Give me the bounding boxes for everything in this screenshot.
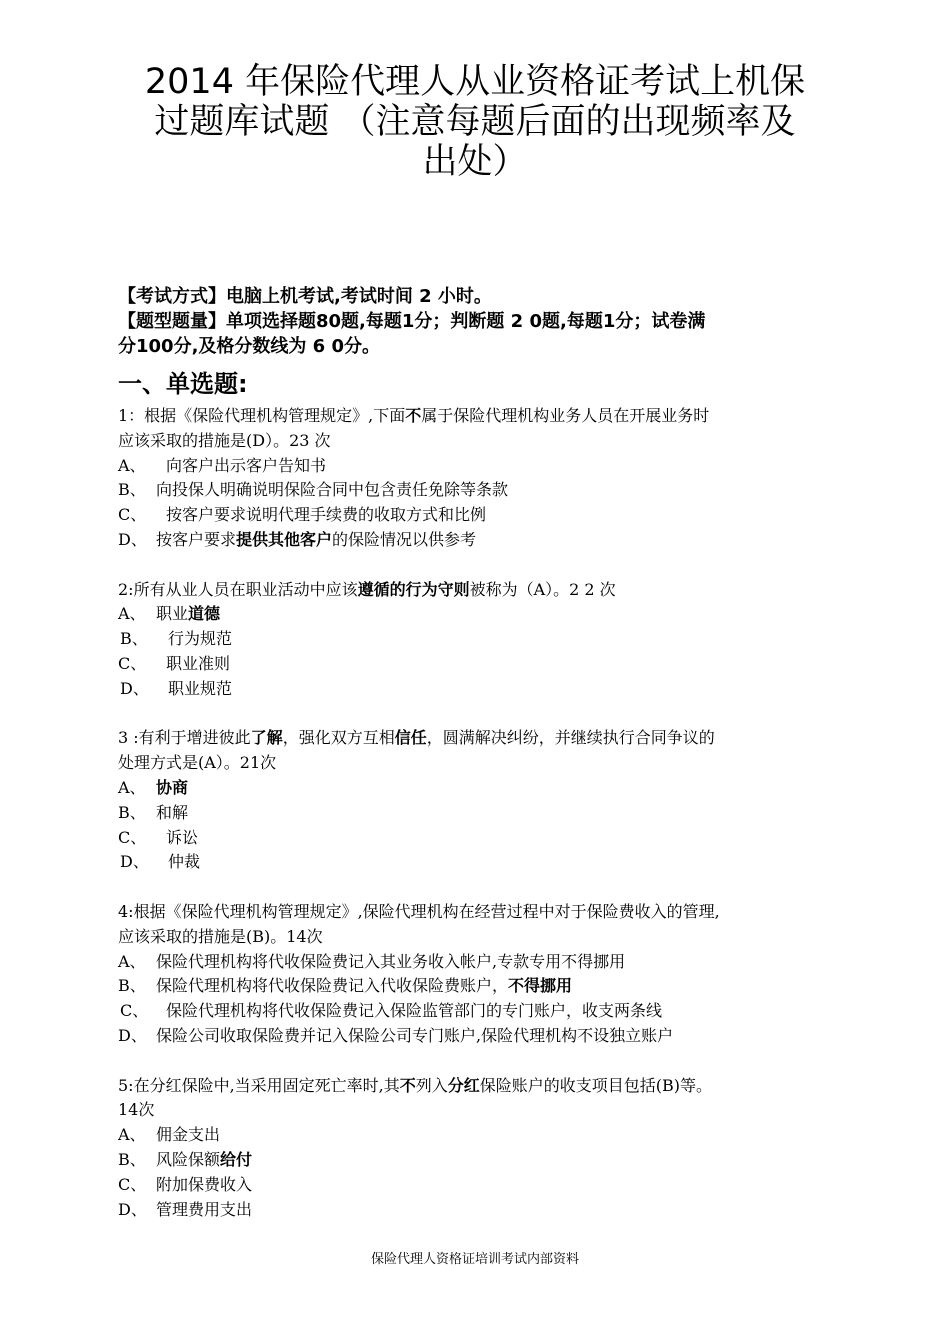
option-label: C、 [118, 653, 147, 673]
option-text: 附加保费收入 [156, 1174, 253, 1194]
option-b [118, 801, 848, 826]
question-stem: 应该采取的措施是(B)。14次 [118, 926, 323, 946]
stem-emphasis: 了解 [250, 728, 283, 748]
option-text: 按客户要求 [156, 529, 237, 549]
option-a [118, 602, 848, 627]
question-2 [118, 578, 848, 702]
title-line: 出处） [422, 142, 528, 182]
exam-format: 【题型题量】单项选择题80题,每题1分；判断题 2 0题,每题1分；试卷满 [118, 311, 706, 332]
question-5 [118, 1074, 848, 1223]
option-c [118, 1173, 848, 1198]
option-label: B、 [118, 976, 146, 996]
option-text: 保险代理机构将代收保险费记入保险监管部门的专门账户，收支两条线 [166, 1001, 663, 1021]
stem-emphasis: 不 [399, 1075, 416, 1095]
option-label: A、 [118, 951, 146, 971]
stem-emphasis: 信任 [394, 728, 427, 748]
option-text: 职业 [156, 604, 189, 624]
option-text: 向客户出示客户告知书 [166, 455, 327, 475]
stem-text: 5:在分红保险中,当采用固定死亡率时,其 [118, 1075, 400, 1095]
option-emphasis: 道德 [188, 604, 221, 624]
option-label: C、 [118, 505, 147, 525]
option-label: B、 [118, 802, 146, 822]
option-b [118, 478, 848, 503]
question-stem [118, 726, 848, 751]
option-label: D、 [120, 678, 149, 698]
question-stem [118, 404, 848, 429]
option-emphasis: 提供其他客户 [236, 529, 333, 549]
stem-text: 2:所有从业人员在职业活动中应该 [118, 579, 358, 599]
option-text: 诉讼 [166, 827, 199, 847]
option-label: A、 [118, 777, 146, 797]
option-label: D、 [120, 852, 149, 872]
stem-emphasis: 遵循的行为守则 [357, 579, 470, 599]
exam-info [118, 284, 838, 359]
option-d [118, 528, 848, 553]
stem-text: 3 :有利于增进彼此 [118, 728, 251, 748]
option-text: 保险公司收取保险费并记入保险公司专门账户,保险代理机构不设独立账户 [156, 1025, 674, 1045]
option-text: 向投保人明确说明保险合同中包含责任免除等条款 [156, 480, 509, 500]
option-label: C、 [118, 827, 147, 847]
option-c [118, 999, 848, 1024]
option-label: B、 [118, 1149, 146, 1169]
option-text: 按客户要求说明代理手续费的收取方式和比例 [166, 505, 487, 525]
option-label: C、 [120, 1001, 149, 1021]
question-stem: 14次 [118, 1100, 155, 1120]
option-text: 行为规范 [168, 629, 233, 649]
stem-text: 保险账户的收支项目包括(B)等。 [479, 1075, 713, 1095]
option-emphasis: 给付 [220, 1149, 253, 1169]
option-d [118, 677, 848, 702]
option-a [118, 776, 848, 801]
option-text: 风险保额 [156, 1149, 221, 1169]
option-c [118, 503, 848, 528]
document-title [105, 62, 845, 182]
stem-text: 1：根据《保险代理机构管理规定》,下面 [118, 406, 406, 425]
option-emphasis: 协商 [156, 777, 189, 797]
title-line: 2014 年保险代理人从业资格证考试上机保 [144, 62, 806, 102]
option-b [118, 1148, 848, 1173]
exam-format-cont: 分100分,及格分数线为 6 0分。 [118, 336, 380, 357]
stem-text: 属于保险代理机构业务人员在开展业务时 [421, 406, 710, 425]
option-b [118, 627, 848, 652]
option-text: 佣金支出 [156, 1125, 221, 1145]
question-stem [118, 578, 848, 603]
option-label: A、 [118, 455, 146, 475]
option-label: B、 [120, 629, 148, 649]
section-heading: 一、单选题: [118, 370, 248, 398]
question-stem [118, 1074, 848, 1099]
option-a [118, 1123, 848, 1148]
question-stem: 处理方式是(A）。21次 [118, 753, 277, 773]
stem-text: 被称为（A）。2 2 次 [469, 579, 616, 599]
question-stem: 应该采取的措施是(D）。23 次 [118, 430, 331, 450]
option-d [118, 850, 848, 875]
question-3 [118, 726, 848, 875]
stem-text: ，圆满解决纠纷，并继续执行合同争议的 [426, 728, 715, 748]
option-label: A、 [118, 604, 146, 624]
question-4 [118, 900, 848, 1049]
option-label: C、 [118, 1174, 147, 1194]
stem-emphasis: 不 [405, 406, 422, 425]
option-text: 和解 [156, 802, 189, 822]
option-a [118, 950, 848, 975]
option-text: 保险代理机构将代收保险费记入代收保险费账户， [156, 976, 509, 996]
stem-text: 列入 [415, 1075, 448, 1095]
exam-method: 【考试方式】电脑上机考试,考试时间 2 小时。 [118, 286, 492, 307]
option-label: B、 [118, 480, 146, 500]
option-text: 管理费用支出 [156, 1199, 253, 1219]
option-text: 保险代理机构将代收保险费记入其业务收入帐户,专款专用不得挪用 [156, 951, 626, 971]
option-label: A、 [118, 1125, 146, 1145]
question-stem: 4:根据《保险代理机构管理规定》,保险代理机构在经营过程中对于保险费收入的管理, [118, 901, 720, 921]
stem-text: ，强化双方互相 [282, 728, 395, 748]
option-d [118, 1024, 848, 1049]
option-d [118, 1198, 848, 1223]
stem-emphasis: 分红 [447, 1075, 480, 1095]
option-label: D、 [118, 529, 147, 549]
option-a [118, 454, 848, 479]
page-footer: 保险代理人资格证培训考试内部资料 [370, 1252, 579, 1267]
option-emphasis: 不得挪用 [508, 976, 573, 996]
option-text: 仲裁 [168, 852, 201, 872]
option-text: 职业准则 [166, 653, 231, 673]
option-c [118, 652, 848, 677]
option-label: D、 [118, 1199, 147, 1219]
question-list [118, 404, 848, 1247]
option-b [118, 974, 848, 999]
option-text: 的保险情况以供参考 [332, 529, 477, 549]
option-c [118, 826, 848, 851]
option-text: 职业规范 [168, 678, 233, 698]
option-label: D、 [118, 1025, 147, 1045]
question-1 [118, 404, 848, 553]
title-line: 过题库试题 （注意每题后面的出现频率及 [154, 102, 796, 142]
